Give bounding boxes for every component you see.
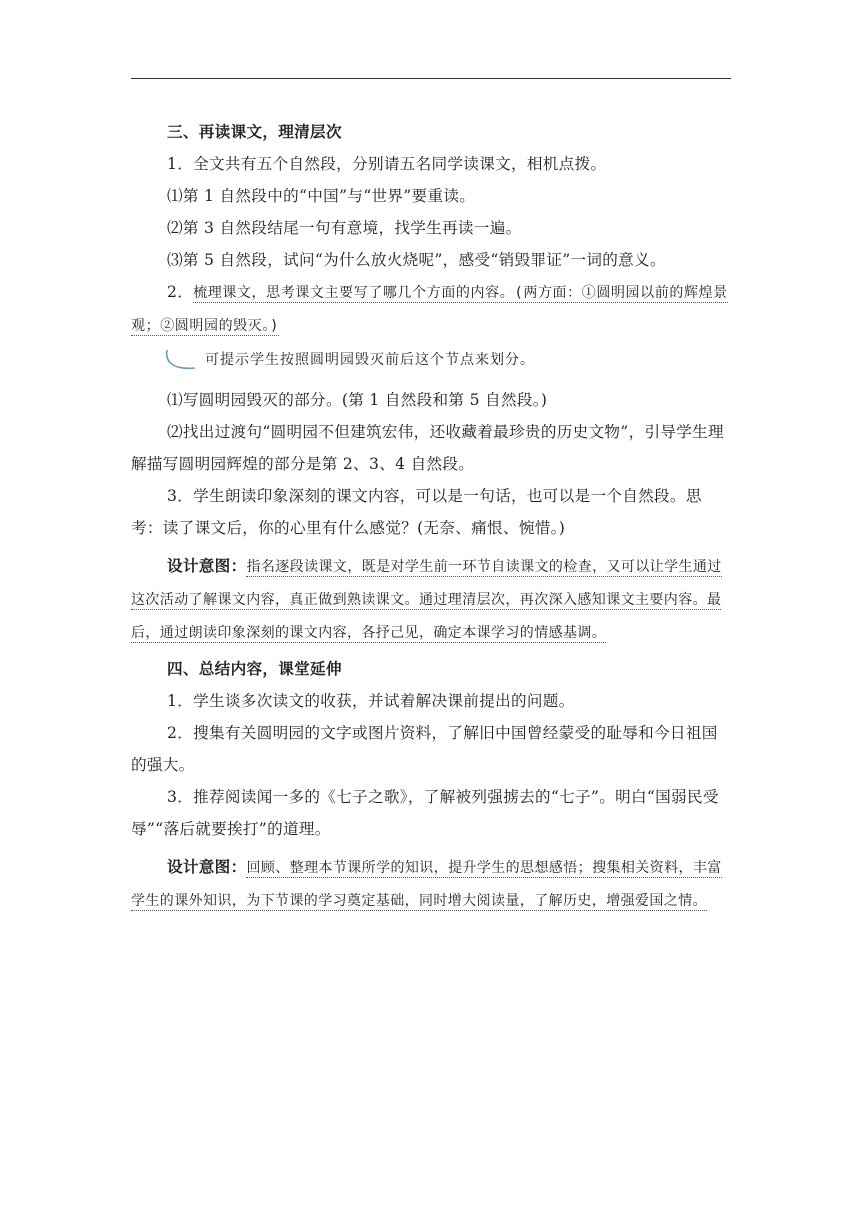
- teacher-note-text: 可提示学生按照圆明园毁灭前后这个节点来划分。: [205, 352, 535, 368]
- header-rule: [131, 78, 731, 79]
- section-4-item-2: 2．搜集有关圆明园的文字或图片资料，了解旧中国曾经蒙受的耻辱和今日祖国的强大。: [131, 724, 718, 774]
- section-4-item-1: 1．学生谈多次读文的收获，并试着解决课前提出的问题。: [167, 692, 575, 710]
- design-intent-text: 回顾、整理本节课所学的知识，提升学生的思想感悟；搜集相关资料，丰富学生的课外知识，为下节课的学习奠定基础，同时增大阅读量，了解历史，增强爱国之情。: [131, 860, 722, 909]
- design-intent-label: 设计意图：: [167, 557, 247, 575]
- section-4-item-3: 3．推荐阅读闻一多的《七子之歌》，了解被列强掳去的“七子”。明白“国弱民受辱”“落后就要挨打”的道理。: [131, 788, 719, 838]
- design-intent-text: 指名逐段读课文，既是对学生前一环节自读课文的检查，又可以让学生通过这次活动了解课文内容，真正做到熟读课文。通过理清层次，再次深入感知课文主要内容。最后，通过朗读印象深刻的课文内容，各抒己见，确定本课学习的情感基调。: [131, 559, 722, 641]
- section-3-item-2: [131, 276, 731, 342]
- design-intent-label: 设计意图：: [167, 858, 247, 876]
- section-3-item-1-sub-1: ⑴第 1 自然段中的“中国”与“世界”要重读。: [167, 187, 476, 205]
- section-3-item-2-prefix: 2．: [167, 283, 194, 301]
- section-4-design-intent: [131, 851, 731, 917]
- section-3-item-3: 3．学生朗读印象深刻的课文内容，可以是一句话，也可以是一个自然段。思考：读了课文后，你的心里有什么感觉？(无奈、痛恨、惋惜。): [131, 487, 702, 537]
- curved-arrow-icon: [161, 346, 201, 376]
- section-3-design-intent: [131, 550, 731, 649]
- section-3-item-2-sub-2: ⑵找出过渡句“圆明园不但建筑宏伟，还收藏着最珍贵的历史文物”，引导学生理解描写圆明园辉煌的部分是第 2、3、4 自然段。: [131, 423, 724, 473]
- section-3-item-2-sub-1: ⑴写圆明园毁灭的部分。(第 1 自然段和第 5 自然段。): [167, 391, 548, 409]
- section-4-heading: 四、总结内容，课堂延伸: [167, 660, 342, 678]
- section-3-item-1-sub-2: ⑵第 3 自然段结尾一句有意境，找学生再读一遍。: [167, 219, 522, 237]
- teacher-note: [131, 344, 731, 384]
- section-3-item-2-handwritten: 梳理课文，思考课文主要写了哪几个方面的内容。(两方面：①圆明园以前的辉煌景观；②圆明园的毁灭。): [131, 285, 728, 334]
- section-3-item-1: 1．全文共有五个自然段，分别请五名同学读课文，相机点拨。: [167, 155, 607, 173]
- section-3-heading: 三、再读课文，理清层次: [167, 123, 342, 141]
- section-3-item-1-sub-3: ⑶第 5 自然段，试问“为什么放火烧呢”，感受“销毁罪证”一词的意义。: [167, 251, 666, 269]
- document-body: [131, 112, 731, 917]
